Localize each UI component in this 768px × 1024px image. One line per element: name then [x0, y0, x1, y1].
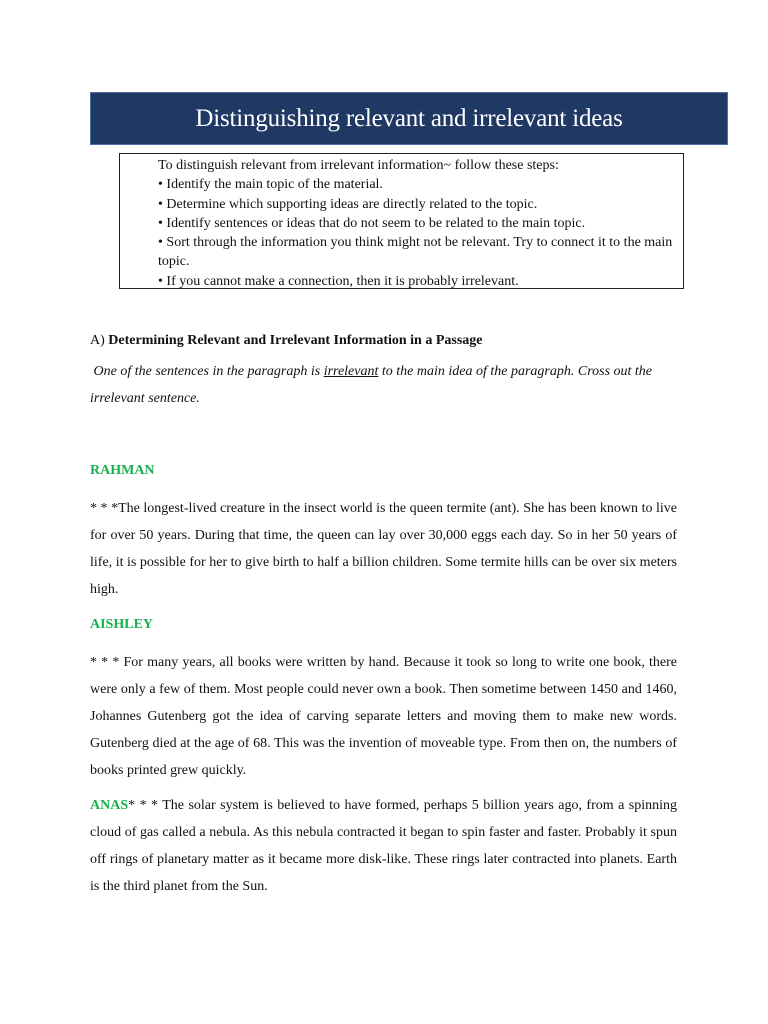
steps-item: • If you cannot make a connection, then it is probably irrelevant. [158, 273, 519, 289]
section-prefix: A) [90, 333, 105, 348]
steps-item: • Determine which supporting ideas are directly related to the topic. [158, 196, 538, 212]
instruction-after: to the main idea of the paragraph. Cross out the irrelevant sentence. [90, 364, 653, 406]
entry-name: ANAS [90, 798, 129, 813]
entry-paragraph [90, 495, 677, 603]
instruction-before: One of the sentences in the paragraph is [90, 364, 324, 379]
section-heading [90, 331, 690, 351]
instruction-text [90, 358, 680, 412]
steps-item: • Identify sentences or ideas that do not seem to be related to the main topic. [158, 215, 586, 231]
section-title: Determining Relevant and Irrelevant Information in a Passage [108, 333, 483, 348]
steps-item: • Identify the main topic of the material. [158, 177, 383, 193]
steps-intro: To distinguish relevant from irrelevant information~ follow these steps: [158, 158, 559, 173]
entry-name: AISHLEY [90, 617, 154, 632]
steps-box [119, 153, 684, 289]
page-title: Distinguishing relevant and irrelevant ideas [195, 104, 623, 132]
entry-text: * * *The longest-lived creature in the insect world is the queen termite (ant). She has been known to live for over 50 years. During that time, the queen can lay over 30,000 eggs each day. So in her 50 years of life, it is possible for her to give birth to half a billion children. Some termite hills can be over six meters high. [90, 501, 677, 597]
instruction-underlined: irrelevant [323, 364, 379, 379]
title-banner [90, 92, 728, 145]
entry-name-block [90, 461, 155, 479]
entry-text: * * * For many years, all books were written by hand. Because it took so long to write one book, there were only a few of them. Most people could never own a book. Then sometime between 1450 and 1460, Johannes Gutenberg got the idea of carving separate letters and moving them to make new words. Gutenberg died at the age of 68. This was the invention of moveable type. From then on, the numbers of books printed grew quickly. [90, 655, 677, 778]
steps-item: • Sort through the information you think might not be relevant. Try to connect it to the main topic. [158, 235, 673, 270]
entry-paragraph [90, 792, 677, 900]
entry-name: RAHMAN [90, 463, 155, 478]
entry-text: * * * The solar system is believed to have formed, perhaps 5 billion years ago, from a spinning cloud of gas called a nebula. As this nebula contracted it began to spin faster and faster. Probably it spun off rings of planetary matter as it became more disk-like. These rings later contracted into planets. Earth is the third planet from the Sun. [90, 798, 677, 894]
entry-paragraph [90, 649, 677, 784]
entry-name-block [90, 615, 153, 633]
